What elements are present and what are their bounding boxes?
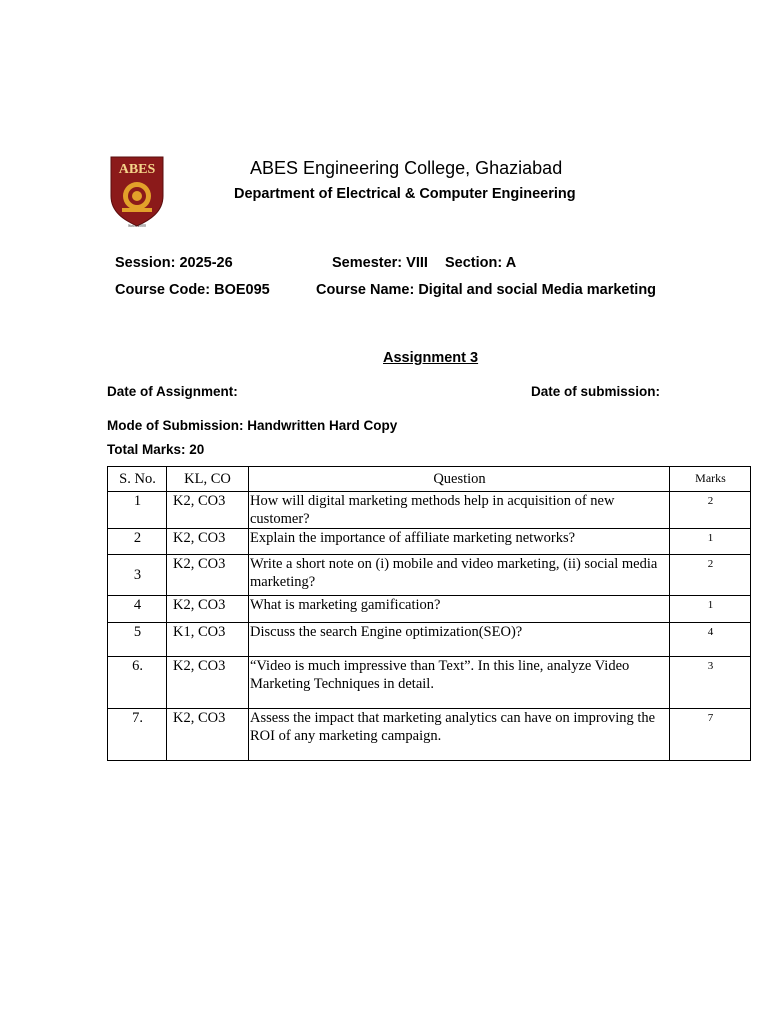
row-question: Explain the importance of affiliate marketing networks? — [249, 529, 670, 555]
course-name: Course Name: Digital and social Media marketing — [316, 282, 657, 298]
row-marks: 3 — [670, 657, 751, 709]
course-code: Course Code: BOE095 — [115, 282, 270, 298]
row-kl-co: K2, CO3 — [167, 657, 249, 709]
row-kl-co: K2, CO3 — [167, 492, 249, 529]
questions-table — [107, 466, 751, 761]
row-question: How will digital marketing methods help in acquisition of new customer? — [249, 492, 670, 529]
table-row — [108, 596, 751, 623]
row-question: Assess the impact that marketing analytics can have on improving the ROI of any marketing campaign. — [249, 709, 670, 761]
row-marks: 4 — [670, 623, 751, 657]
header-sno: S. No. — [108, 467, 167, 492]
table-row — [108, 492, 751, 529]
header-marks: Marks — [670, 467, 751, 492]
row-sno: 5 — [108, 623, 167, 657]
table-header-row — [108, 467, 751, 492]
row-sno: 7. — [108, 709, 167, 761]
row-question: “Video is much impressive than Text”. In this line, analyze Video Marketing Techniques in detail. — [249, 657, 670, 709]
header-kl-co: KL, CO — [167, 467, 249, 492]
svg-text:ABES: ABES — [118, 162, 156, 177]
row-sno: 1 — [108, 492, 167, 529]
row-marks: 2 — [670, 555, 751, 596]
header-question: Question — [249, 467, 670, 492]
row-kl-co: K1, CO3 — [167, 623, 249, 657]
row-kl-co: K2, CO3 — [167, 529, 249, 555]
table-row — [108, 529, 751, 555]
college-crest-icon — [110, 156, 164, 230]
table-row — [108, 709, 751, 761]
row-question: Discuss the search Engine optimization(SEO)? — [249, 623, 670, 657]
row-kl-co: K2, CO3 — [167, 709, 249, 761]
college-name: ABES Engineering College, Ghaziabad — [250, 158, 563, 178]
svg-text:Since 2000: Since 2000 — [128, 223, 146, 228]
table-row — [108, 623, 751, 657]
row-marks: 2 — [670, 492, 751, 529]
section: Section: A — [445, 255, 517, 271]
row-marks: 7 — [670, 709, 751, 761]
assignment-title: Assignment 3 — [383, 350, 479, 366]
department-name: Department of Electrical & Computer Engineering — [234, 186, 576, 202]
row-marks: 1 — [670, 596, 751, 623]
row-sno: 4 — [108, 596, 167, 623]
semester: Semester: VIII — [332, 255, 428, 271]
date-of-submission: Date of submission: — [531, 384, 661, 399]
row-sno: 2 — [108, 529, 167, 555]
table-row — [108, 555, 751, 596]
row-kl-co: K2, CO3 — [167, 555, 249, 596]
row-sno: 3 — [108, 555, 167, 596]
table-row — [108, 657, 751, 709]
row-question: Write a short note on (i) mobile and video marketing, (ii) social media marketing? — [249, 555, 670, 596]
session: Session: 2025-26 — [115, 255, 233, 271]
mode-label: Mode of Submission: — [107, 418, 244, 433]
row-question: What is marketing gamification? — [249, 596, 670, 623]
mode-of-submission — [107, 418, 397, 433]
row-kl-co: K2, CO3 — [167, 596, 249, 623]
date-of-assignment: Date of Assignment: — [107, 384, 238, 399]
college-logo — [110, 156, 164, 230]
total-marks: Total Marks: 20 — [107, 442, 205, 457]
row-sno: 6. — [108, 657, 167, 709]
mode-value: Handwritten Hard Copy — [247, 418, 398, 433]
row-marks: 1 — [670, 529, 751, 555]
